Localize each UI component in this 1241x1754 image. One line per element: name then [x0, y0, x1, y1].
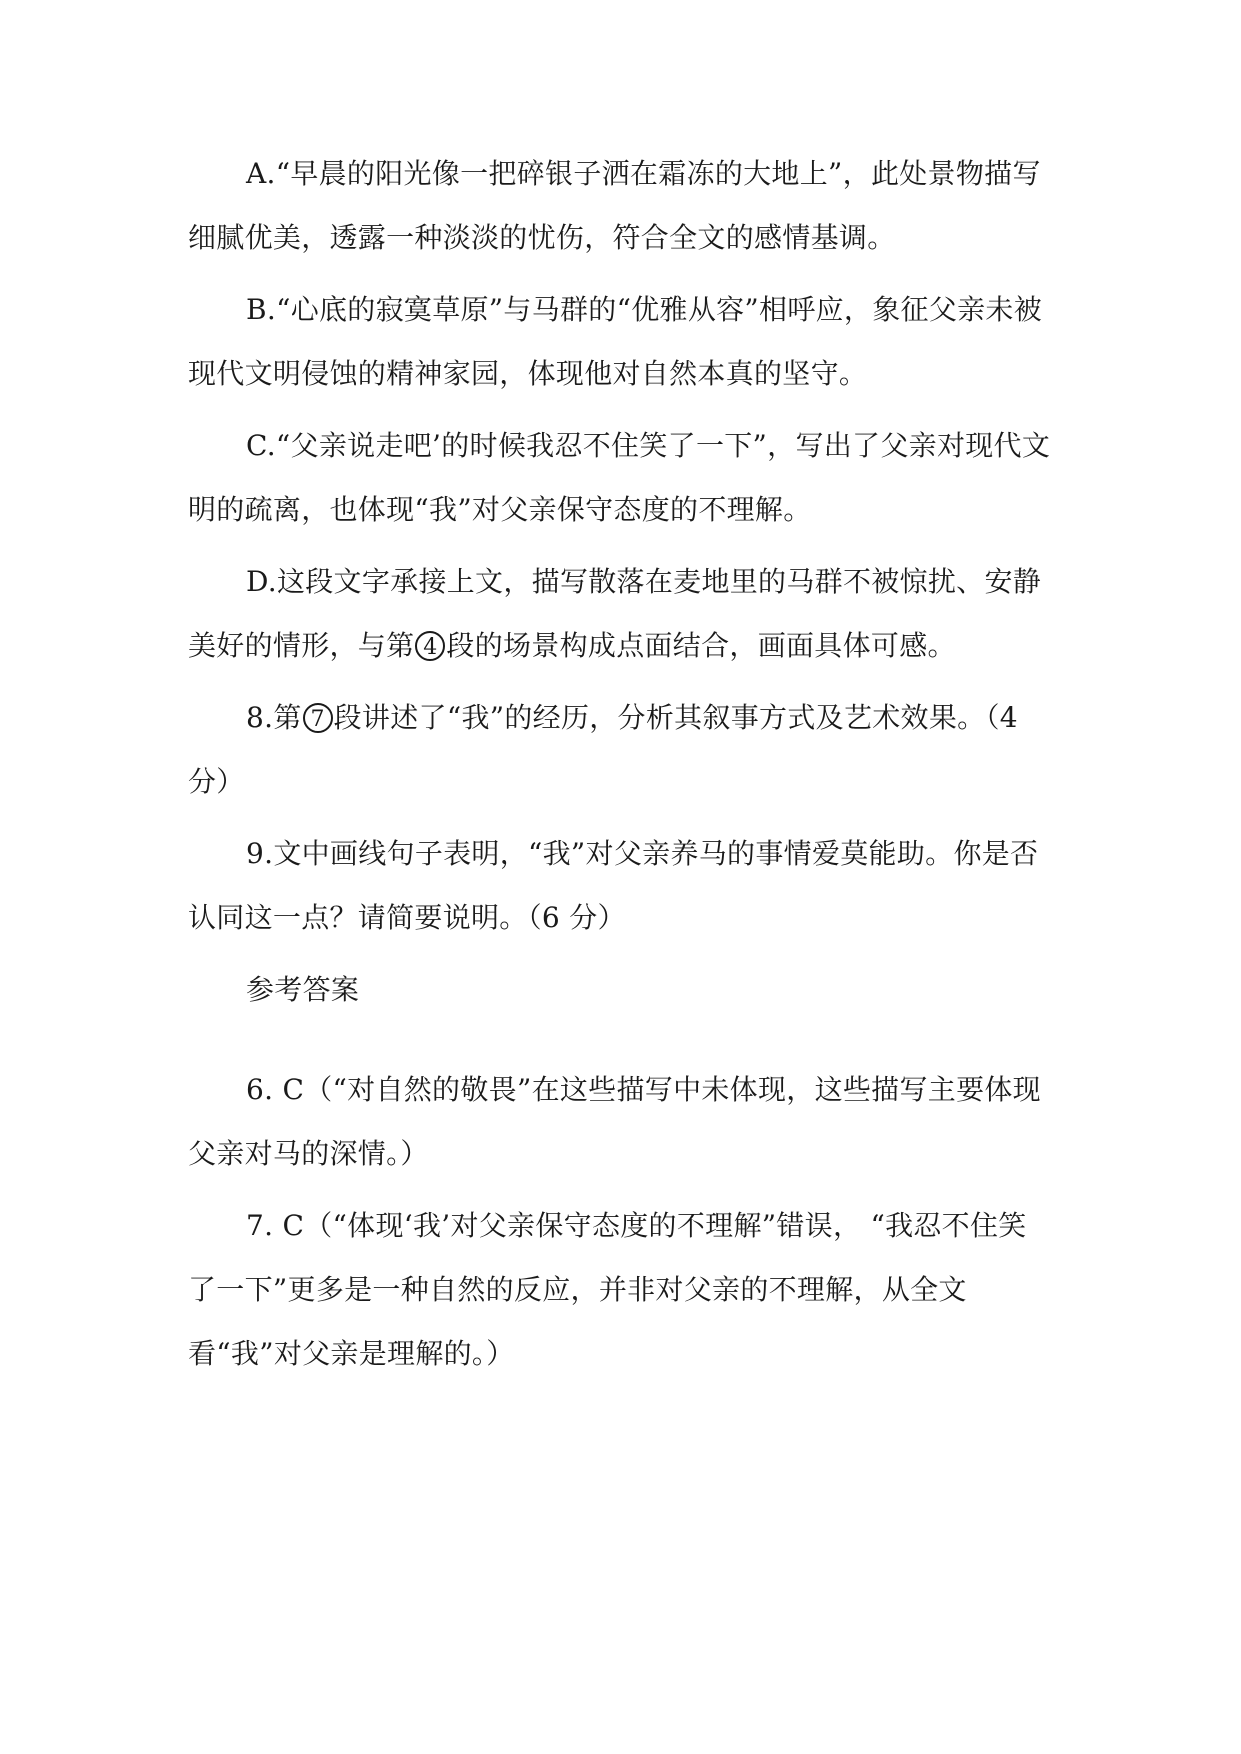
circled-number-4: 4 [415, 631, 445, 661]
answer-6-paragraph: 6. C（“对自然的敬畏”在这些描写中未体现，这些描写主要体现父亲对马的深情。） [188, 1073, 1041, 1170]
option-d-paragraph [188, 550, 1054, 678]
option-a-paragraph: A.“早晨的阳光像一把碎银子洒在霜冻的大地上”，此处景物描写细腻优美，透露一种淡淡的忧伤，符合全文的感情基调。 [188, 157, 1041, 254]
question-8-paragraph [188, 686, 1054, 814]
question-8-text-after: 段讲述了“我”的经历，分析其叙事方式及艺术效果。（4分） [188, 701, 1018, 798]
option-c-paragraph: C.“父亲说走吧’的时候我忍不住笑了一下”，写出了父亲对现代文明的疏离，也体现“我”对父亲保守态度的不理解。 [188, 429, 1051, 526]
circled-number-7: 7 [303, 703, 333, 733]
option-b-paragraph: B.“心底的寂寞草原”与马群的“优雅从容”相呼应，象征父亲未被现代文明侵蚀的精神家园，体现他对自然本真的坚守。 [188, 293, 1043, 390]
question-8-text-before: 8.第 [246, 701, 302, 734]
answer-7-paragraph: 7. C（“体现‘我’对父亲保守态度的不理解”错误， “我忍不住笑了一下”更多是一种自然的反应，并非对父亲的不理解，从全文看“我”对父亲是理解的。） [188, 1209, 1027, 1370]
option-d-text-after: 段的场景构成点面结合，画面具体可感。 [446, 629, 956, 662]
option-d-text-before: D.这段文字承接上文，描写散落在麦地里的马群不被惊扰、安静美好的情形，与第 [188, 565, 1042, 662]
answer-heading: 参考答案 [246, 973, 360, 1006]
question-9-paragraph: 9.文中画线句子表明，“我”对父亲养马的事情爱莫能助。你是否认同这一点？请简要说明。（6 分） [188, 837, 1039, 934]
